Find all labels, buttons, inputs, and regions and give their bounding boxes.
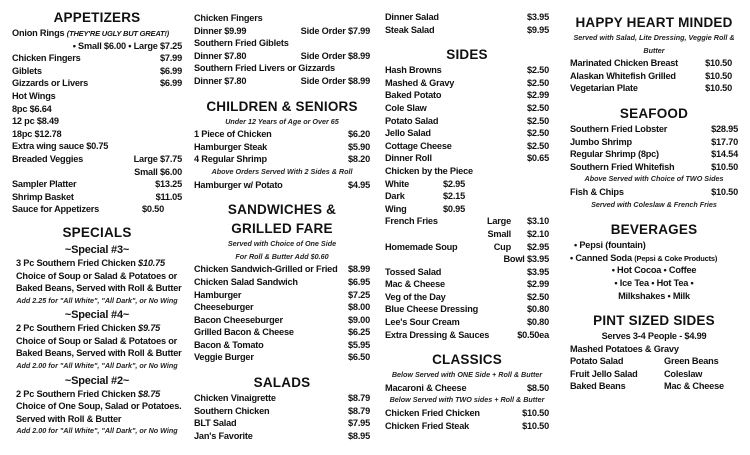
menu-item (194, 37, 370, 50)
item-price: $0.65 (527, 153, 549, 164)
item-name: Extra Dressing & Sauces (385, 329, 490, 340)
item-name: Bacon Cheeseburger (194, 314, 283, 325)
menu-column-3 (385, 11, 549, 441)
item-name: Southern Chicken (194, 405, 270, 416)
menu-item (12, 153, 182, 166)
menu-line: • Ice Tea • Hot Tea • (614, 277, 694, 288)
item-name: Bacon & Tomato (194, 339, 264, 350)
menu-item (385, 303, 549, 316)
menu-item (570, 343, 738, 356)
item-name: Baked Potato (385, 90, 442, 101)
menu-item (12, 322, 182, 335)
item-name: Cole Slaw (385, 102, 427, 113)
item-price: Side Order $8.99 (300, 50, 370, 61)
item-name: Chicken Fingers (12, 53, 81, 64)
item-name: Regular Shrimp (8pc) (570, 149, 659, 160)
menu-item (385, 64, 549, 77)
menu-item (12, 90, 182, 103)
menu-item (12, 77, 182, 90)
item-price: $8.75 (138, 388, 161, 399)
item-price: $10.50 (711, 161, 738, 172)
menu-item (12, 166, 182, 179)
item-name: 3 Pc Southern Fried Chicken (16, 257, 139, 268)
menu-item (194, 430, 370, 443)
item-price: $10.50 (705, 70, 732, 81)
menu-section (570, 220, 738, 302)
item-name: Hamburger (194, 289, 242, 300)
item-price: $9.75 (138, 323, 161, 334)
menu-section (385, 350, 549, 432)
menu-note: Served with Coleslaw & French Fries (591, 199, 717, 209)
item-price: $2.50 (527, 291, 549, 302)
item-price: $6.50 (348, 352, 370, 363)
menu-item (570, 186, 738, 199)
section-heading: PINT SIZED SIDES (593, 313, 715, 329)
item-price: $8.79 (348, 405, 370, 416)
item-name: 18pc $12.78 (12, 128, 62, 139)
item-price: $3.10 (527, 216, 549, 227)
item-name: Shrimp Basket (12, 191, 74, 202)
section-heading: SANDWICHES & (227, 202, 337, 218)
item-price: $6.25 (348, 327, 370, 338)
menu-item (12, 257, 182, 270)
menu-item (194, 405, 370, 418)
menu-item (194, 314, 370, 327)
menu-item (570, 57, 738, 70)
item-name: Fish & Chips (570, 186, 624, 197)
menu-item (570, 161, 738, 174)
menu-item (570, 368, 738, 381)
menu-note: Add 2.00 for "All White", "All Dark", or No Wing (16, 426, 178, 436)
item-option: $2.15 (443, 191, 465, 202)
item-name: Marinated Chicken Breast (570, 58, 679, 69)
item-name: 8pc $6.64 (12, 103, 52, 114)
menu-item (385, 178, 549, 191)
menu-item (12, 140, 182, 153)
menu-item (194, 62, 370, 75)
menu-item (385, 316, 549, 329)
menu-item (194, 301, 370, 314)
item-price: Small $6.00 (134, 166, 182, 177)
item-option: $0.50 (142, 204, 164, 215)
menu-item (194, 263, 370, 276)
menu-section (194, 97, 370, 192)
item-name: Southern Fried Giblets (194, 38, 289, 49)
item-name: Giblets (12, 65, 42, 76)
menu-item (385, 278, 549, 291)
item-name: Dark (385, 191, 405, 202)
menu-line: Serves 3-4 People - $4.99 (601, 331, 707, 342)
menu-section (12, 8, 182, 216)
menu-item (385, 140, 549, 153)
menu-section (12, 223, 182, 438)
item-price: $2.50 (527, 128, 549, 139)
item-name: Breaded Veggies (12, 153, 84, 164)
section-heading: SPECIALS (62, 224, 132, 240)
item-option: Mac & Cheese (664, 381, 724, 392)
special-title: ~Special #2~ (64, 374, 130, 387)
item-name: Veg of the Day (385, 291, 446, 302)
item-price: $2.50 (527, 65, 549, 76)
menu-note: Served with Choice of One Side (227, 239, 337, 249)
section-heading: APPETIZERS (53, 10, 141, 25)
item-name: Cottage Cheese (385, 140, 452, 151)
menu-item (385, 215, 549, 228)
menu-note: Above Orders Served With 2 Sides & Roll (211, 166, 353, 176)
menu-item (385, 190, 549, 203)
item-name: Tossed Salad (385, 266, 442, 277)
item-option: Small (487, 228, 511, 239)
item-price: $6.99 (160, 65, 182, 76)
menu-section (570, 104, 738, 211)
item-name: Chicken Fried Steak (385, 420, 470, 431)
item-price: $6.95 (348, 276, 370, 287)
menu-item (570, 380, 738, 393)
item-price: $2.99 (527, 90, 549, 101)
item-price: $2.50 (527, 77, 549, 88)
item-price: $28.95 (711, 123, 738, 134)
item-name: Blue Cheese Dressing (385, 304, 479, 315)
item-name: Onion Rings (12, 28, 67, 38)
menu-item (385, 203, 549, 216)
item-price: Side Order $8.99 (300, 75, 370, 86)
item-name: Chicken Fried Chicken (385, 408, 480, 419)
item-name: White (385, 178, 410, 189)
menu-line: • Hot Cocoa • Coffee (611, 265, 697, 276)
menu-item (385, 77, 549, 90)
item-price: $9.95 (527, 24, 549, 35)
item-name: Dinner $7.80 (194, 75, 247, 86)
menu-item (12, 191, 182, 204)
item-price: $10.50 (522, 408, 549, 419)
item-name: Alaskan Whitefish Grilled (570, 70, 676, 81)
item-price: $5.95 (348, 339, 370, 350)
item-name: Hamburger w/ Potato (194, 179, 283, 190)
menu-item (12, 203, 182, 216)
menu-note: For Roll & Butter Add $0.60 (235, 251, 329, 261)
item-name: Potato Salad (570, 356, 624, 367)
item-name: Hash Browns (385, 65, 442, 76)
item-name: Mashed Potatoes & Gravy (570, 343, 679, 354)
menu-item (194, 276, 370, 289)
menu-item (385, 115, 549, 128)
menu-item (385, 266, 549, 279)
item-price: $10.75 (138, 257, 165, 268)
menu-item (194, 392, 370, 405)
menu-line: Milkshakes • Milk (618, 290, 690, 301)
item-price: $7.25 (348, 289, 370, 300)
item-name: Baked Beans (570, 381, 626, 392)
section-heading: CHILDREN & SENIORS (206, 98, 358, 114)
item-name: Southern Fried Lobster (570, 123, 668, 134)
menu-line: Choice of One Soup, Salad or Potatoes. (16, 401, 182, 412)
item-price: $2.50 (527, 115, 549, 126)
menu-item (385, 152, 549, 165)
item-name: Chicken Salad Sandwich (194, 276, 298, 287)
item-name: Vegetarian Plate (570, 83, 638, 94)
menu-item (570, 123, 738, 136)
item-price: $0.80 (527, 304, 549, 315)
item-price: $3.95 (527, 12, 549, 22)
menu-item (385, 228, 549, 241)
item-price: $11.05 (155, 191, 182, 202)
section-heading: SALADS (253, 375, 311, 391)
item-name: BLT Salad (194, 418, 237, 429)
item-price: (Pepsi & Coke Products) (634, 253, 718, 263)
item-name: French Fries (385, 216, 438, 227)
menu-column-4 (570, 13, 738, 402)
item-name: Extra wing sauce $0.75 (12, 141, 109, 152)
section-heading: HAPPY HEART MINDED (575, 15, 733, 30)
menu-item (570, 148, 738, 161)
menu-item (12, 65, 182, 78)
item-name: 4 Regular Shrimp (194, 154, 267, 165)
menu-item (12, 115, 182, 128)
item-price: $14.54 (711, 149, 738, 160)
menu-item (385, 253, 549, 266)
menu-note: Below Served with ONE Side + Roll & Butter (391, 370, 543, 380)
menu-item (194, 326, 370, 339)
section-heading: GRILLED FARE (231, 221, 333, 237)
menu-section (385, 11, 549, 36)
item-name: Sauce for Appetizers (12, 204, 100, 215)
item-price: $7.95 (348, 418, 370, 429)
item-name: Cheeseburger (194, 302, 254, 313)
menu-item (12, 178, 182, 191)
item-name: Chicken by the Piece (385, 165, 473, 176)
menu-note: Add 2.00 for "All White", "All Dark", or No Wing (16, 361, 178, 371)
menu-item (385, 11, 549, 24)
menu-section (194, 373, 370, 442)
item-name: Gizzards or Livers (12, 78, 89, 89)
menu-line: Baked Beans, Served with Roll & Butter (16, 283, 182, 294)
menu-item (12, 52, 182, 65)
item-name: Southern Fried Livers or Gizzards (194, 63, 335, 74)
item-price: $4.95 (348, 179, 370, 190)
menu-section (570, 311, 738, 393)
item-price: $8.50 (527, 382, 549, 393)
item-price: $8.00 (348, 302, 370, 313)
item-name: Hamburger Steak (194, 141, 268, 152)
menu-item (194, 128, 370, 141)
menu-item (194, 75, 370, 88)
item-name: Chicken Vinaigrette (194, 393, 276, 404)
item-name: 12 pc $8.49 (12, 116, 59, 127)
section-heading: CLASSICS (432, 352, 502, 368)
menu-item (385, 329, 549, 342)
item-name: Potato Salad (385, 115, 439, 126)
special-title: ~Special #4~ (64, 309, 130, 322)
item-name: Dinner Salad (385, 12, 439, 22)
menu-column-2 (194, 12, 370, 451)
item-price: $17.70 (711, 136, 738, 147)
menu-item (194, 417, 370, 430)
item-price: (THEY'RE UGLY BUT GREAT!) (66, 29, 169, 38)
item-name: 1 Piece of Chicken (194, 129, 272, 140)
menu-item (194, 339, 370, 352)
item-name: Dinner $9.99 (194, 25, 247, 36)
menu-item (385, 241, 549, 254)
menu-item (385, 165, 549, 178)
menu-item (194, 179, 370, 192)
item-name: Jello Salad (385, 128, 431, 139)
menu-line: Choice of Soup or Salad & Potatoes or (16, 335, 178, 346)
menu-item (385, 407, 549, 420)
item-price: $13.25 (155, 179, 182, 190)
menu-item (194, 12, 370, 25)
menu-note: Add 2.25 for "All White", "All Dark", or No Wing (16, 295, 178, 305)
item-option: Green Beans (664, 356, 719, 367)
menu-item (385, 420, 549, 433)
menu-item (194, 141, 370, 154)
menu-item (570, 70, 738, 83)
item-name: Jan's Favorite (194, 430, 253, 441)
item-name: Sampler Platter (12, 179, 77, 190)
menu-section (570, 13, 738, 95)
item-name: Dinner Roll (385, 153, 432, 164)
item-name: Steak Salad (385, 24, 435, 35)
menu-note: Butter (643, 45, 665, 55)
item-price: $2.95 (527, 241, 549, 252)
item-price: $8.20 (348, 154, 370, 165)
item-name: Lee's Sour Cream (385, 317, 460, 328)
menu-section (194, 200, 370, 364)
menu-item (570, 82, 738, 95)
item-price: $8.79 (348, 393, 370, 404)
item-name: Chicken Sandwich-Grilled or Fried (194, 264, 338, 275)
item-price: $0.80 (527, 317, 549, 328)
menu-item (570, 252, 738, 265)
item-price: $2.99 (527, 279, 549, 290)
item-price: $10.50 (711, 186, 738, 197)
menu-note: Served with Salad, Lite Dressing, Veggie Roll & (573, 33, 735, 42)
item-price: $3.95 (527, 266, 549, 277)
menu-item (12, 27, 182, 40)
item-price: Side Order $7.99 (300, 25, 370, 36)
item-name: Grilled Bacon & Cheese (194, 327, 294, 338)
menu-line: • Pepsi (fountain) (574, 240, 646, 251)
menu-line: Baked Beans, Served with Roll & Butter (16, 348, 182, 359)
menu-line: • Small $6.00 • Large $7.25 (72, 40, 182, 51)
item-name: • Canned Soda (570, 252, 635, 263)
item-option: Large (486, 216, 511, 227)
item-option: Coleslaw (664, 368, 703, 379)
menu-item (194, 50, 370, 63)
menu-column-1 (12, 8, 182, 445)
item-name: Southern Fried Whitefish (570, 161, 675, 172)
item-price: $10.50 (705, 58, 732, 69)
item-price: $10.50 (522, 420, 549, 431)
menu-section (385, 45, 549, 341)
menu-item (570, 136, 738, 149)
section-heading: SEAFOOD (619, 105, 689, 121)
item-name: Dinner $7.80 (194, 50, 247, 61)
item-price: $2.10 (527, 228, 549, 239)
menu-note: Below Served with TWO sides + Roll & Butter (389, 395, 545, 405)
item-name: Hot Wings (12, 90, 56, 101)
item-option: Cup (493, 241, 511, 252)
menu-item (385, 89, 549, 102)
section-heading: BEVERAGES (610, 222, 698, 238)
item-price: $8.99 (348, 264, 370, 275)
item-price: $6.99 (160, 78, 182, 89)
menu-section (194, 12, 370, 88)
item-option: $2.95 (443, 178, 465, 189)
item-name: Homemade Soup (385, 241, 458, 252)
item-price: Bowl $3.95 (503, 254, 549, 265)
menu-item (12, 103, 182, 116)
item-price: $10.50 (705, 83, 732, 94)
item-price: $7.99 (160, 53, 182, 64)
item-name: Wing (385, 203, 407, 214)
item-price: $2.50 (527, 140, 549, 151)
menu-item (194, 153, 370, 166)
item-price: $5.90 (348, 141, 370, 152)
menu-line: Choice of Soup or Salad & Potatoes or (16, 270, 178, 281)
menu-item (385, 127, 549, 140)
menu-note: Above Served with Choice of TWO Sides (584, 174, 724, 184)
item-price: $8.95 (348, 430, 370, 441)
item-name: Mac & Cheese (385, 279, 445, 290)
menu-note: Under 12 Years of Age or Over 65 (225, 116, 339, 126)
item-price: $6.20 (348, 129, 370, 140)
item-name: Macaroni & Cheese (385, 382, 467, 393)
item-price: $9.00 (348, 314, 370, 325)
menu-item (385, 102, 549, 115)
item-name: Jumbo Shrimp (570, 136, 632, 147)
item-name: Fruit Jello Salad (570, 368, 638, 379)
section-heading: SIDES (446, 47, 488, 63)
menu-item (12, 388, 182, 401)
menu-item (385, 24, 549, 37)
item-price: $2.50 (527, 102, 549, 113)
item-name: 2 Pc Southern Fried Chicken (16, 323, 139, 334)
item-name: Chicken Fingers (194, 13, 263, 23)
item-option: $0.95 (443, 203, 465, 214)
item-name: Veggie Burger (194, 352, 254, 363)
menu-item (194, 351, 370, 364)
menu-item (385, 382, 549, 395)
menu-item (385, 291, 549, 304)
item-name: Mashed & Gravy (385, 77, 455, 88)
menu-item (194, 289, 370, 302)
menu-item (12, 128, 182, 141)
item-price: $0.50ea (517, 329, 549, 340)
special-title: ~Special #3~ (64, 243, 130, 256)
menu-item (570, 355, 738, 368)
menu-item (194, 25, 370, 38)
item-name: 2 Pc Southern Fried Chicken (16, 388, 139, 399)
menu-line: Served with Roll & Butter (16, 413, 122, 424)
item-price: Large $7.75 (133, 153, 182, 164)
